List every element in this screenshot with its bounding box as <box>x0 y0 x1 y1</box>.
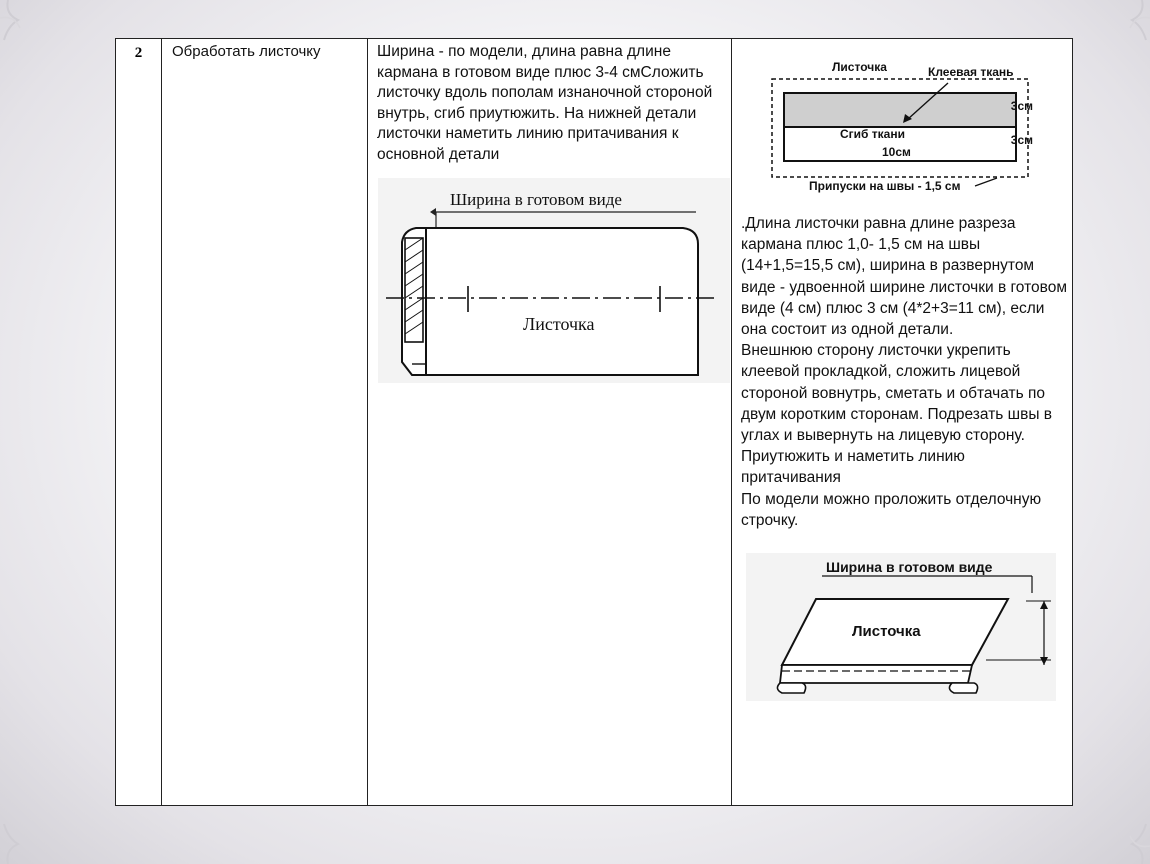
details-paragraph-1: .Длина листочки равна длине разреза кармана плюс 1,0- 1,5 см на швы (14+1,5=15,5 см), ширина в развернутом виде - удвоенной ширине листочки в готовом виде (4 см) плюс 3 см (4*2+3=11 см), если она состоит из одной детали. <box>741 215 1067 339</box>
corner-ornament-top-left <box>0 0 60 60</box>
flat-figure-label: Листочка <box>523 313 595 334</box>
description-cell <box>368 39 732 806</box>
corner-ornament-bottom-right <box>1090 804 1150 864</box>
step-number-cell <box>116 39 162 806</box>
scheme-label-length: 10см <box>882 145 911 159</box>
scheme-label-fold: Сгиб ткани <box>840 127 905 141</box>
folded-figure-label: Листочка <box>852 623 921 641</box>
corner-ornament-bottom-left <box>0 804 60 864</box>
scheme-dim-bottom: 3см <box>1010 133 1033 147</box>
step-number: 2 <box>134 45 143 61</box>
folded-figure-caption: Ширина в готовом виде <box>826 559 993 576</box>
scheme-dim-top: 3см <box>1010 99 1033 113</box>
scheme-label-glue: Клеевая ткань <box>928 65 1014 79</box>
corner-ornament-top-right <box>1090 0 1150 60</box>
details-paragraph-2: Внешнюю сторону листочки укрепить клеевой прокладкой, сложить лицевой стороной вовнутрь, сметать и обтачать по двум коротким сторонам. Подрезать швы в углах и вывернуть на лицевую сторону. Приутюжить и наметить линию притачивания <box>741 342 1053 487</box>
table-row <box>116 39 1073 806</box>
operation-cell <box>162 39 368 806</box>
pocket-flap-folded-figure <box>746 553 1056 701</box>
details-paragraph-3: По модели можно проложить отделочную строчку. <box>741 490 1042 529</box>
description-text: Ширина - по модели, длина равна длине кармана в готовом виде плюс 3-4 смСложить листочку вдоль пополам изнаночной стороной внутрь, сгиб приутюжить. На нижней детали листочки наметить линию притачивания к основной детали <box>377 43 713 163</box>
scheme-label-allowance: Припуски на швы - 1,5 см <box>809 179 961 193</box>
glue-fabric-scheme-figure <box>743 61 1039 211</box>
scheme-label-flap: Листочка <box>832 61 887 74</box>
operation-title: Обработать листочку <box>172 43 321 60</box>
process-table <box>115 38 1073 806</box>
pocket-flap-flat-figure <box>378 178 730 383</box>
details-cell <box>732 39 1073 806</box>
flat-figure-caption: Ширина в готовом виде <box>450 189 622 209</box>
